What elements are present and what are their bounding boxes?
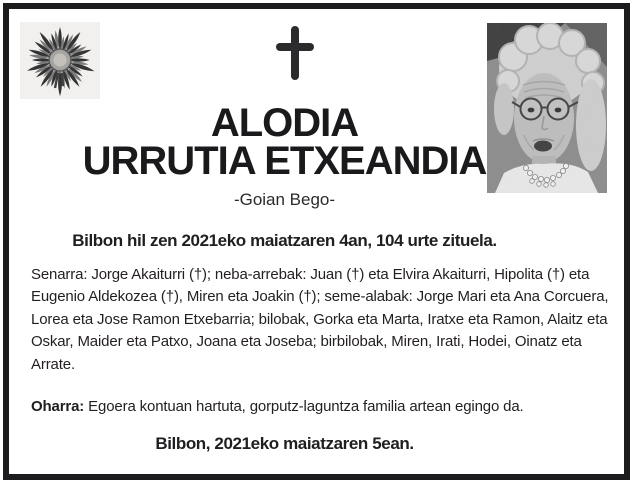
deceased-name	[12, 101, 557, 183]
death-announcement: Bilbon hil zen 2021eko maiatzaren 4an, 104 urte zituela.	[72, 231, 497, 250]
cross-vertical-bar	[291, 26, 299, 80]
epitaph: -Goian Bego-	[233, 190, 336, 209]
family-members-text: Senarra: Jorge Akaiturri (†); neba-arrebak: Juan (†) eta Elvira Akaiturri, Hipolita (†) eta Eugenio Aldekozea (†), Miren eta Joakin (†); seme-alabak: Jorge Mari eta Ana Corcuera, Lorea eta Jose Ramon Etxebarria; bilobak, Gorka eta Marta, Iratxe eta Ramon, Alaitz eta Oskar, Maider eta Patxo, Joana eta Joseba; birbilobak, Miren, Irati, Hodei, Oinatz eta Arrate.	[31, 266, 609, 373]
cross-horizontal-bar	[276, 43, 314, 51]
closing-date-line: Bilbon, 2021eko maiatzaren 5ean.	[155, 434, 414, 453]
note-text: Egoera kontuan hartuta, gorputz-laguntza familia artean egingo da.	[88, 398, 524, 415]
deceased-surnames: URRUTIA ETXEANDIA	[82, 139, 487, 183]
deceased-first-name: ALODIA	[210, 101, 359, 145]
note-label: Oharra:	[31, 398, 85, 415]
cross-icon	[274, 26, 316, 82]
note-line	[31, 396, 609, 418]
eguzkilore-flower-image	[20, 22, 100, 99]
